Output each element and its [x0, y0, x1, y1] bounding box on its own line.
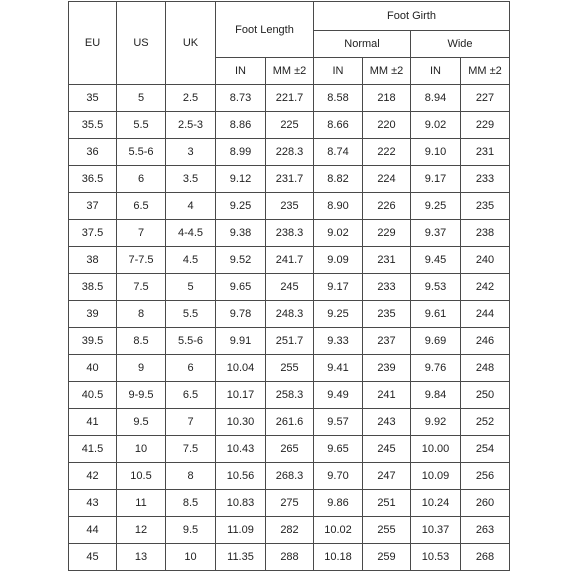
cell-normal-mm: 247 — [363, 463, 411, 490]
cell-us: 6 — [117, 166, 166, 193]
header-foot-girth: Foot Girth — [314, 2, 510, 31]
cell-uk: 3.5 — [166, 166, 216, 193]
cell-uk: 3 — [166, 139, 216, 166]
cell-us: 10.5 — [117, 463, 166, 490]
cell-us: 7.5 — [117, 274, 166, 301]
cell-eu: 37.5 — [69, 220, 117, 247]
cell-wide-in: 10.09 — [411, 463, 461, 490]
cell-wide-in: 8.94 — [411, 85, 461, 112]
cell-uk: 5.5 — [166, 301, 216, 328]
cell-eu: 43 — [69, 490, 117, 517]
cell-foot-length-in: 10.30 — [216, 409, 266, 436]
header-us: US — [117, 2, 166, 85]
cell-foot-length-in: 11.09 — [216, 517, 266, 544]
cell-us: 10 — [117, 436, 166, 463]
cell-foot-length-in: 10.83 — [216, 490, 266, 517]
cell-normal-mm: 245 — [363, 436, 411, 463]
cell-wide-in: 10.37 — [411, 517, 461, 544]
cell-normal-mm: 255 — [363, 517, 411, 544]
cell-us: 7-7.5 — [117, 247, 166, 274]
cell-wide-in: 9.61 — [411, 301, 461, 328]
cell-wide-in: 9.02 — [411, 112, 461, 139]
cell-normal-in: 9.70 — [314, 463, 363, 490]
table-row — [69, 328, 510, 355]
cell-foot-length-mm: 255 — [266, 355, 314, 382]
cell-wide-in: 9.45 — [411, 247, 461, 274]
table-body — [69, 85, 510, 571]
cell-foot-length-mm: 265 — [266, 436, 314, 463]
cell-wide-mm: 246 — [461, 328, 510, 355]
cell-normal-mm: 226 — [363, 193, 411, 220]
header-uk: UK — [166, 2, 216, 85]
cell-foot-length-in: 9.25 — [216, 193, 266, 220]
cell-foot-length-mm: 235 — [266, 193, 314, 220]
cell-wide-in: 9.92 — [411, 409, 461, 436]
cell-normal-in: 8.90 — [314, 193, 363, 220]
cell-normal-mm: 251 — [363, 490, 411, 517]
cell-foot-length-mm: 221.7 — [266, 85, 314, 112]
cell-wide-in: 9.25 — [411, 193, 461, 220]
cell-foot-length-mm: 251.7 — [266, 328, 314, 355]
header-foot-length: Foot Length — [216, 2, 314, 58]
cell-eu: 36 — [69, 139, 117, 166]
cell-foot-length-in: 8.73 — [216, 85, 266, 112]
cell-foot-length-mm: 241.7 — [266, 247, 314, 274]
cell-normal-mm: 243 — [363, 409, 411, 436]
cell-foot-length-in: 8.86 — [216, 112, 266, 139]
cell-uk: 7 — [166, 409, 216, 436]
cell-normal-mm: 218 — [363, 85, 411, 112]
header-normal-in: IN — [314, 58, 363, 85]
cell-wide-mm: 260 — [461, 490, 510, 517]
size-chart — [68, 1, 510, 571]
cell-wide-mm: 256 — [461, 463, 510, 490]
cell-foot-length-mm: 268.3 — [266, 463, 314, 490]
cell-normal-in: 9.49 — [314, 382, 363, 409]
cell-eu: 37 — [69, 193, 117, 220]
cell-wide-mm: 248 — [461, 355, 510, 382]
table-row — [69, 247, 510, 274]
cell-wide-mm: 238 — [461, 220, 510, 247]
cell-wide-mm: 240 — [461, 247, 510, 274]
cell-uk: 5.5-6 — [166, 328, 216, 355]
cell-normal-in: 9.09 — [314, 247, 363, 274]
cell-wide-in: 9.84 — [411, 382, 461, 409]
cell-uk: 4.5 — [166, 247, 216, 274]
cell-foot-length-mm: 275 — [266, 490, 314, 517]
cell-uk: 8 — [166, 463, 216, 490]
table-row — [69, 490, 510, 517]
cell-foot-length-in: 9.52 — [216, 247, 266, 274]
header-foot-length-mm: MM ±2 — [266, 58, 314, 85]
cell-uk: 7.5 — [166, 436, 216, 463]
cell-normal-in: 9.17 — [314, 274, 363, 301]
cell-wide-in: 9.37 — [411, 220, 461, 247]
table-row — [69, 517, 510, 544]
cell-normal-mm: 235 — [363, 301, 411, 328]
cell-wide-mm: 263 — [461, 517, 510, 544]
cell-uk: 4-4.5 — [166, 220, 216, 247]
cell-wide-mm: 268 — [461, 544, 510, 571]
cell-wide-mm: 233 — [461, 166, 510, 193]
cell-eu: 39 — [69, 301, 117, 328]
cell-normal-in: 9.57 — [314, 409, 363, 436]
cell-foot-length-in: 11.35 — [216, 544, 266, 571]
cell-foot-length-mm: 228.3 — [266, 139, 314, 166]
cell-normal-mm: 259 — [363, 544, 411, 571]
table-row — [69, 139, 510, 166]
table-row — [69, 85, 510, 112]
cell-eu: 45 — [69, 544, 117, 571]
cell-foot-length-in: 9.91 — [216, 328, 266, 355]
header-normal-mm: MM ±2 — [363, 58, 411, 85]
cell-normal-in: 10.18 — [314, 544, 363, 571]
cell-foot-length-in: 9.78 — [216, 301, 266, 328]
cell-foot-length-in: 10.17 — [216, 382, 266, 409]
cell-uk: 9.5 — [166, 517, 216, 544]
cell-eu: 38.5 — [69, 274, 117, 301]
cell-us: 6.5 — [117, 193, 166, 220]
table-header — [69, 2, 510, 85]
table-row — [69, 436, 510, 463]
cell-wide-mm: 231 — [461, 139, 510, 166]
cell-eu: 40.5 — [69, 382, 117, 409]
cell-eu: 38 — [69, 247, 117, 274]
cell-wide-mm: 227 — [461, 85, 510, 112]
cell-us: 13 — [117, 544, 166, 571]
cell-eu: 39.5 — [69, 328, 117, 355]
cell-normal-in: 9.65 — [314, 436, 363, 463]
cell-foot-length-mm: 248.3 — [266, 301, 314, 328]
cell-normal-mm: 222 — [363, 139, 411, 166]
cell-wide-in: 9.17 — [411, 166, 461, 193]
cell-foot-length-in: 9.12 — [216, 166, 266, 193]
header-normal: Normal — [314, 31, 411, 58]
cell-uk: 6.5 — [166, 382, 216, 409]
table-row — [69, 409, 510, 436]
cell-us: 9 — [117, 355, 166, 382]
cell-uk: 5 — [166, 274, 216, 301]
cell-normal-in: 8.66 — [314, 112, 363, 139]
cell-foot-length-mm: 258.3 — [266, 382, 314, 409]
cell-wide-in: 9.69 — [411, 328, 461, 355]
cell-foot-length-mm: 288 — [266, 544, 314, 571]
cell-wide-in: 9.53 — [411, 274, 461, 301]
cell-wide-mm: 244 — [461, 301, 510, 328]
cell-us: 8 — [117, 301, 166, 328]
cell-foot-length-mm: 231.7 — [266, 166, 314, 193]
cell-wide-in: 9.76 — [411, 355, 461, 382]
cell-uk: 6 — [166, 355, 216, 382]
table-row — [69, 274, 510, 301]
table-row — [69, 301, 510, 328]
cell-normal-mm: 233 — [363, 274, 411, 301]
table-row — [69, 382, 510, 409]
cell-us: 9.5 — [117, 409, 166, 436]
cell-foot-length-in: 9.65 — [216, 274, 266, 301]
cell-wide-mm: 235 — [461, 193, 510, 220]
cell-normal-in: 9.86 — [314, 490, 363, 517]
cell-uk: 2.5 — [166, 85, 216, 112]
cell-foot-length-in: 9.38 — [216, 220, 266, 247]
cell-eu: 42 — [69, 463, 117, 490]
cell-uk: 8.5 — [166, 490, 216, 517]
cell-foot-length-in: 10.04 — [216, 355, 266, 382]
header-wide-mm: MM ±2 — [461, 58, 510, 85]
cell-foot-length-mm: 238.3 — [266, 220, 314, 247]
cell-wide-in: 9.10 — [411, 139, 461, 166]
header-wide: Wide — [411, 31, 510, 58]
cell-wide-in: 10.53 — [411, 544, 461, 571]
cell-wide-mm: 252 — [461, 409, 510, 436]
cell-us: 9-9.5 — [117, 382, 166, 409]
cell-eu: 44 — [69, 517, 117, 544]
cell-wide-in: 10.24 — [411, 490, 461, 517]
cell-us: 5.5-6 — [117, 139, 166, 166]
cell-wide-mm: 242 — [461, 274, 510, 301]
cell-foot-length-mm: 261.6 — [266, 409, 314, 436]
header-wide-in: IN — [411, 58, 461, 85]
cell-normal-in: 9.33 — [314, 328, 363, 355]
cell-wide-mm: 254 — [461, 436, 510, 463]
cell-us: 11 — [117, 490, 166, 517]
cell-normal-in: 10.02 — [314, 517, 363, 544]
cell-wide-in: 10.00 — [411, 436, 461, 463]
header-eu: EU — [69, 2, 117, 85]
cell-us: 8.5 — [117, 328, 166, 355]
cell-eu: 36.5 — [69, 166, 117, 193]
cell-foot-length-in: 10.56 — [216, 463, 266, 490]
cell-us: 7 — [117, 220, 166, 247]
table-row — [69, 193, 510, 220]
cell-foot-length-mm: 225 — [266, 112, 314, 139]
cell-normal-mm: 239 — [363, 355, 411, 382]
cell-wide-mm: 250 — [461, 382, 510, 409]
cell-eu: 41 — [69, 409, 117, 436]
cell-wide-mm: 229 — [461, 112, 510, 139]
header-foot-length-in: IN — [216, 58, 266, 85]
cell-foot-length-mm: 245 — [266, 274, 314, 301]
table-row — [69, 112, 510, 139]
cell-normal-in: 8.74 — [314, 139, 363, 166]
cell-eu: 41.5 — [69, 436, 117, 463]
table-row — [69, 220, 510, 247]
cell-uk: 4 — [166, 193, 216, 220]
cell-normal-mm: 241 — [363, 382, 411, 409]
cell-us: 5 — [117, 85, 166, 112]
cell-normal-in: 8.58 — [314, 85, 363, 112]
cell-normal-in: 9.25 — [314, 301, 363, 328]
cell-normal-mm: 220 — [363, 112, 411, 139]
size-table — [68, 1, 510, 571]
cell-eu: 35 — [69, 85, 117, 112]
table-row — [69, 463, 510, 490]
cell-us: 5.5 — [117, 112, 166, 139]
cell-normal-mm: 229 — [363, 220, 411, 247]
cell-normal-mm: 231 — [363, 247, 411, 274]
cell-normal-in: 8.82 — [314, 166, 363, 193]
cell-normal-in: 9.02 — [314, 220, 363, 247]
table-row — [69, 166, 510, 193]
cell-uk: 2.5-3 — [166, 112, 216, 139]
cell-eu: 40 — [69, 355, 117, 382]
cell-normal-mm: 224 — [363, 166, 411, 193]
table-row — [69, 355, 510, 382]
cell-foot-length-in: 10.43 — [216, 436, 266, 463]
cell-normal-mm: 237 — [363, 328, 411, 355]
cell-foot-length-in: 8.99 — [216, 139, 266, 166]
cell-normal-in: 9.41 — [314, 355, 363, 382]
cell-uk: 10 — [166, 544, 216, 571]
cell-eu: 35.5 — [69, 112, 117, 139]
table-row — [69, 544, 510, 571]
cell-us: 12 — [117, 517, 166, 544]
cell-foot-length-mm: 282 — [266, 517, 314, 544]
